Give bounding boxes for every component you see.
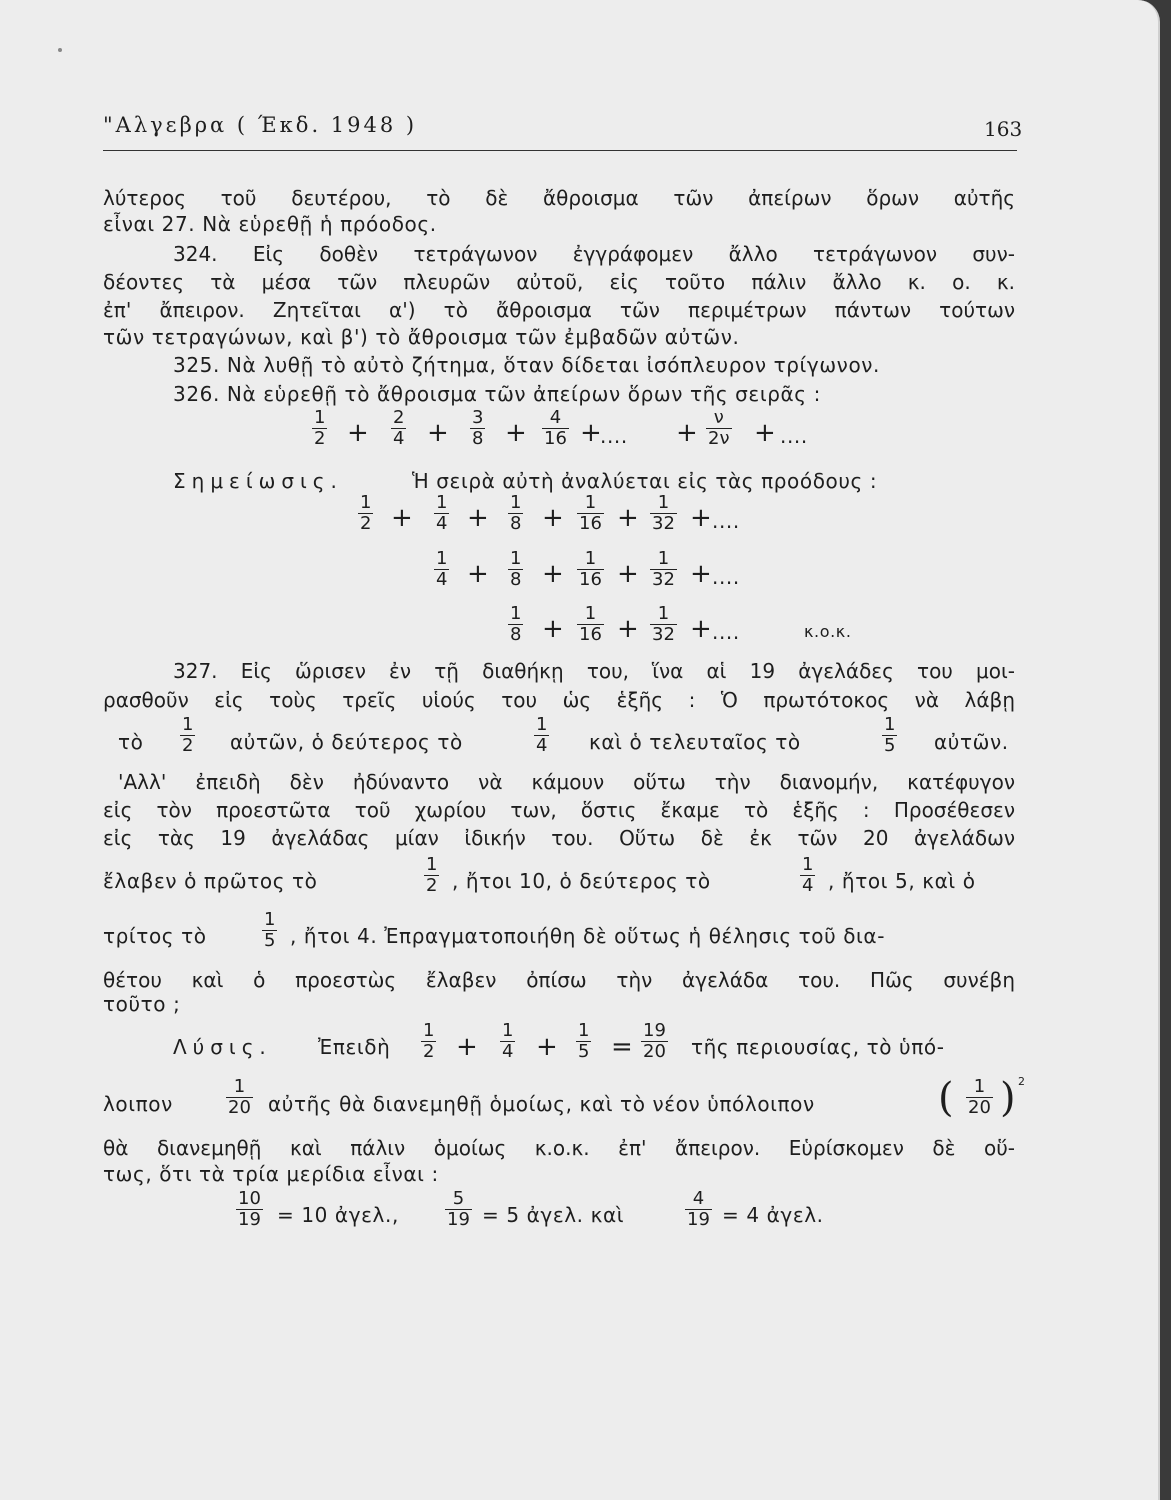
plus-sign: + bbox=[505, 418, 527, 448]
fraction-1-4: 1 4 bbox=[502, 1020, 514, 1062]
text-fragment: ἔλαβεν ὁ πρῶτος τὸ bbox=[103, 869, 318, 893]
text-fragment: , ἤτοι 4. Ἐπραγματοποιήθη δὲ οὕτως ἡ θέλησις τοῦ δια- bbox=[290, 924, 886, 948]
exercise-327-line-5: εἰς τὸν προεστῶτα τοῦ χωρίου των, ὅστις ἔκαμε τὸ ἑξῆς : Προσέθεσεν bbox=[103, 798, 1015, 822]
text-fragment: Ἐπειδὴ bbox=[318, 1035, 391, 1059]
left-paren: ( bbox=[938, 1075, 954, 1121]
fraction-5-19: 5 19 bbox=[447, 1188, 470, 1230]
exercise-324-line-2: δέοντες τὰ μέσα τῶν πλευρῶν αὐτοῦ, εἰς τοῦτο πάλιν ἄλλο κ. ο. κ. bbox=[103, 270, 1015, 294]
text-fragment: τὸ bbox=[118, 730, 144, 754]
fraction-2-4: 2 4 bbox=[393, 407, 405, 449]
fraction-4-16: 4 16 bbox=[544, 407, 567, 449]
text-fragment: τρίτος τὸ bbox=[103, 924, 207, 948]
plus-sign: + bbox=[467, 559, 489, 589]
plus-sign: + bbox=[690, 503, 712, 533]
plus-sign: + bbox=[391, 503, 413, 533]
fraction-1-2: 1 2 bbox=[360, 492, 372, 534]
fraction-1-8: 1 8 bbox=[510, 548, 522, 590]
ellipsis: .... bbox=[712, 509, 740, 533]
fraction-1-16: 1 16 bbox=[579, 548, 602, 590]
note-text: Ἡ σειρὰ αὐτὴ ἀναλύεται εἰς τὰς προόδους : bbox=[412, 469, 878, 493]
plus-sign: + bbox=[347, 418, 369, 448]
fraction-10-19: 10 19 bbox=[238, 1188, 261, 1230]
page-number: 163 bbox=[984, 117, 1023, 141]
text-fragment: = 10 ἀγελ., bbox=[277, 1203, 399, 1227]
fraction-1-5: 1 5 bbox=[884, 714, 896, 756]
fraction-3-8: 3 8 bbox=[472, 407, 484, 449]
note-label: Σημείωσις. bbox=[173, 469, 343, 493]
text-fragment: αὐτῶν. bbox=[934, 730, 1009, 754]
text-fragment: καὶ ὁ τελευταῖος τὸ bbox=[589, 730, 801, 754]
solution-line-4: τως, ὅτι τὰ τρία μερίδια εἶναι : bbox=[103, 1162, 439, 1186]
running-header-title: "Αλγεβρα ( Έκδ. 1948 ) bbox=[103, 113, 418, 137]
text-fragment: αὐτῆς θὰ διανεμηθῇ ὁμοίως, καὶ τὸ νέον ὑπόλοιπον bbox=[268, 1092, 815, 1116]
plus-sign: + bbox=[542, 559, 564, 589]
fraction-1-5: 1 5 bbox=[578, 1020, 590, 1062]
fraction-1-2: 1 2 bbox=[314, 407, 326, 449]
right-paren: ) bbox=[1000, 1075, 1016, 1121]
exercise-327-line-2: ρασθοῦν εἰς τοὺς τρεῖς υἱούς του ὡς ἑξῆς : Ὁ πρωτότοκος νὰ λάβῃ bbox=[103, 688, 1015, 712]
ellipsis: .... bbox=[712, 565, 740, 589]
fraction-19-20: 19 20 bbox=[643, 1020, 666, 1062]
exercise-327-line-1: 327. Εἰς ὥρισεν ἐν τῇ διαθήκῃ του, ἵνα αἱ 19 ἀγελάδες του μοι- bbox=[173, 659, 1015, 683]
fraction-1-16: 1 16 bbox=[579, 492, 602, 534]
fraction-1-2: 1 2 bbox=[182, 714, 194, 756]
fraction-nu-2nu: ν 2ν bbox=[708, 407, 730, 449]
exercise-327-line-10: τοῦτο ; bbox=[103, 992, 181, 1016]
plus-sign: + bbox=[427, 418, 449, 448]
ellipsis: .... bbox=[712, 620, 740, 644]
text-fragment: αὐτῶν, ὁ δεύτερος τὸ bbox=[230, 730, 463, 754]
solution-label: Λύσις. bbox=[173, 1035, 272, 1059]
fraction-1-20: 1 20 bbox=[968, 1076, 991, 1118]
exercise-327-line-4: 'Αλλ' ἐπειδὴ δὲν ἠδύναντο νὰ κάμουν οὕτω τὴν διανομήν, κατέφυγον bbox=[118, 770, 1015, 794]
fraction-1-16: 1 16 bbox=[579, 603, 602, 645]
plus-sign: + bbox=[690, 559, 712, 589]
plus-sign: + bbox=[542, 614, 564, 644]
fraction-1-2: 1 2 bbox=[423, 1020, 435, 1062]
header-rule bbox=[103, 150, 1017, 151]
ellipsis: .... bbox=[780, 424, 808, 448]
text-fragment: , ἤτοι 10, ὁ δεύτερος τὸ bbox=[452, 869, 711, 893]
text-fragment: = 5 ἀγελ. καὶ bbox=[482, 1203, 625, 1227]
plus-sign: + bbox=[542, 503, 564, 533]
fraction-1-4: 1 4 bbox=[436, 492, 448, 534]
exercise-324-line-4: τῶν τετραγώνων, καὶ β') τὸ ἄθροισμα τῶν ἐμβαδῶν αὐτῶν. bbox=[103, 325, 740, 349]
and-so-on: κ.ο.κ. bbox=[804, 622, 852, 641]
fraction-1-5: 1 5 bbox=[264, 909, 276, 951]
exercise-326: 326. Νὰ εὑρεθῇ τὸ ἄθροισμα τῶν ἀπείρων ὅρων τῆς σειρᾶς : bbox=[173, 382, 821, 406]
exercise-327-line-9: θέτου καὶ ὁ προεστὼς ἔλαβεν ὀπίσω τὴν ἀγελάδα του. Πῶς συνέβη bbox=[103, 968, 1015, 992]
solution-line-3: θὰ διανεμηθῇ καὶ πάλιν ὁμοίως κ.ο.κ. ἐπ' ἄπειρον. Εὑρίσκομεν δὲ οὕ- bbox=[103, 1136, 1015, 1160]
exercise-324-line-3: ἐπ' ἄπειρον. Ζητεῖται α') τὸ ἄθροισμα τῶν περιμέτρων πάντων τούτων bbox=[103, 298, 1015, 322]
fraction-1-32: 1 32 bbox=[652, 548, 675, 590]
fraction-1-4: 1 4 bbox=[436, 548, 448, 590]
exercise-327-line-6: εἰς τὰς 19 ἀγελάδας μίαν ἰδικήν του. Οὕτω δὲ ἐκ τῶν 20 ἀγελάδων bbox=[103, 826, 1015, 850]
plus-sign: + bbox=[617, 559, 639, 589]
text-fragment: , ἤτοι 5, καὶ ὁ bbox=[828, 869, 976, 893]
fraction-1-2: 1 2 bbox=[426, 854, 438, 896]
plus-sign: + bbox=[676, 418, 698, 448]
fraction-1-8: 1 8 bbox=[510, 492, 522, 534]
fraction-1-32: 1 32 bbox=[652, 603, 675, 645]
fraction-1-4: 1 4 bbox=[536, 714, 548, 756]
fraction-1-4: 1 4 bbox=[802, 854, 814, 896]
plus-sign: + bbox=[467, 503, 489, 533]
ellipsis: .... bbox=[600, 424, 628, 448]
plus-sign: + bbox=[536, 1032, 558, 1062]
fraction-1-32: 1 32 bbox=[652, 492, 675, 534]
exercise-324-line-1: 324. Εἰς δοθὲν τετράγωνον ἐγγράφομεν ἄλλο τετράγωνον συν- bbox=[173, 242, 1015, 266]
plus-sign: + bbox=[754, 418, 776, 448]
speck bbox=[58, 48, 62, 52]
plus-sign: + bbox=[617, 614, 639, 644]
equals-sign: = bbox=[611, 1032, 633, 1062]
text-fragment: = 4 ἀγελ. bbox=[722, 1203, 824, 1227]
plus-sign: + bbox=[580, 418, 602, 448]
fraction-4-19: 4 19 bbox=[687, 1188, 710, 1230]
text-fragment: τῆς περιουσίας, τὸ ὑπό- bbox=[691, 1035, 945, 1059]
plus-sign: + bbox=[617, 503, 639, 533]
text-line-2: εἶναι 27. Νὰ εὑρεθῇ ἡ πρόοδος. bbox=[103, 212, 437, 236]
text-line-1: λύτερος τοῦ δευτέρου, τὸ δὲ ἄθροισμα τῶν ἀπείρων ὅρων αὐτῆς bbox=[103, 186, 1015, 210]
exercise-325: 325. Νὰ λυθῇ τὸ αὐτὸ ζήτημα, ὅταν δίδεται ἰσόπλευρον τρίγωνον. bbox=[173, 353, 881, 377]
plus-sign: + bbox=[690, 614, 712, 644]
exponent: 2 bbox=[1018, 1075, 1025, 1088]
plus-sign: + bbox=[456, 1032, 478, 1062]
text-fragment: λοιπον bbox=[103, 1092, 173, 1116]
fraction-1-8: 1 8 bbox=[510, 603, 522, 645]
fraction-1-20: 1 20 bbox=[228, 1076, 251, 1118]
